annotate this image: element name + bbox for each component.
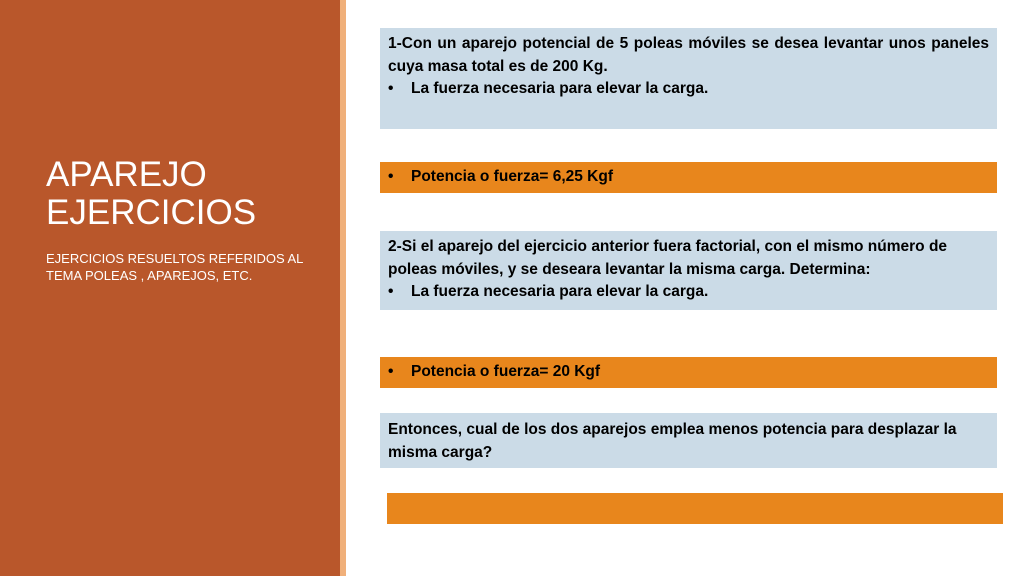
exercise2-answer: Potencia o fuerza= 20 Kgf [411,363,601,380]
exercise2-question: 2-Si el aparejo del ejercicio anterior fuera factorial, con el mismo número de poleas móviles, y se deseara levantar la misma carga. Determina: [388,238,948,278]
slide-title [46,156,326,232]
bullet-icon: • [388,283,394,300]
exercise1-answer: Potencia o fuerza= 6,25 Kgf [411,168,613,185]
accent-divider [340,0,346,576]
exercise1-question: 1-Con un aparejo potencial de 5 poleas móviles se desea levantar unos paneles cuya masa total es de 200 Kg. [388,35,989,75]
bullet-icon: • [388,363,394,380]
exercise1-answer-box [380,162,997,193]
exercise1-question-box [380,28,997,129]
sidebar-panel [0,0,340,576]
exercise2-task-text: La fuerza necesaria para elevar la carga. [411,283,709,300]
exercise2-answer-box [380,357,997,388]
exercise3-question-box [380,413,997,468]
exercise1-task [388,78,989,101]
exercise3-answer-box [387,493,1003,524]
slide-subtitle: EJERCICIOS RESUELTOS REFERIDOS AL TEMA POLEAS , APAREJOS, ETC. [46,251,303,283]
exercise3-question: Entonces, cual de los dos aparejos emplea menos potencia para desplazar la misma carga? [388,421,957,461]
exercise2-task [388,281,989,304]
bullet-icon: • [388,80,394,97]
bullet-icon: • [388,168,394,185]
exercise1-task-text: La fuerza necesaria para elevar la carga. [411,80,709,97]
slide-title-line2: EJERCICIOS [46,193,257,232]
slide-title-line1: APAREJO [46,155,207,194]
exercise2-question-box [380,231,997,310]
